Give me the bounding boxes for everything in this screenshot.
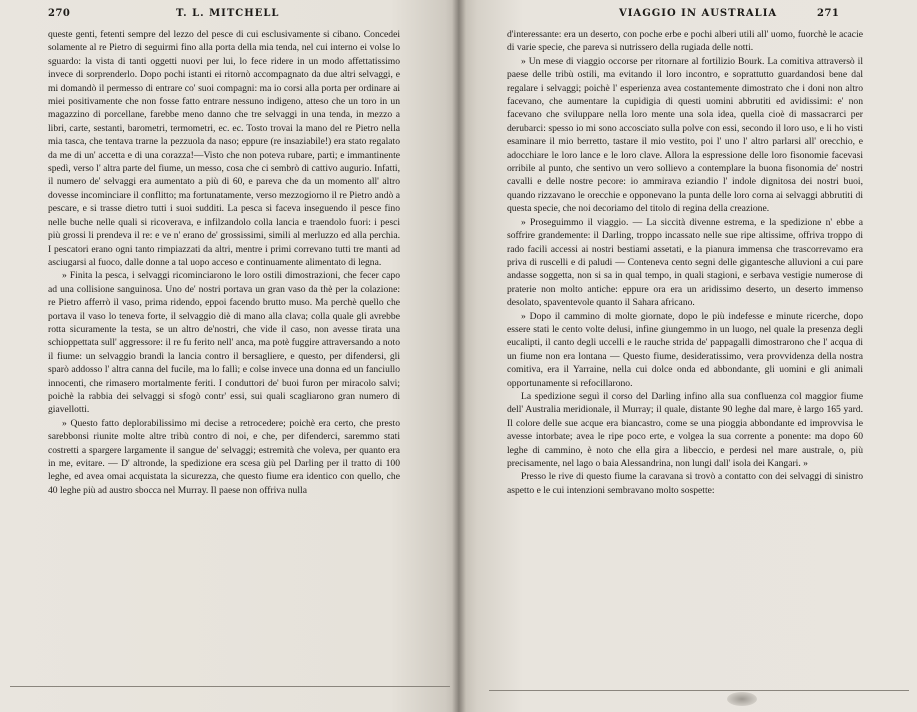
book-gutter (452, 0, 466, 712)
right-paragraph-5: La spedizione seguì il corso del Darling infino alla sua confluenza col maggior fiume dell' Australia meridionale, il Murray; il quale, distante 90 leghe dal mare, è largo 165 yard. Il colore delle sue acque era biancastro, come se una pioggia abbondante ed improvvisa le avesse intorbate; avea le ripe poco erte, e volgea la sua corrente a ponente: ma dopo 60 leghe di cammino, è noto che ella gira a libeccio, e perdesi nel mare australe, o, più precisamente, nel lago o baia Alessandrina, non lungi dall' isola dei Kangari. » (507, 390, 863, 469)
left-running-head: T. L. MITCHELL (176, 8, 280, 19)
right-page-body (507, 28, 863, 497)
right-paragraph-1: d'interessante: era un deserto, con poche erbe e pochi alberi utili all' uomo, fuorchè le acacie di varie specie, che pareva si nutrissero della rugiada delle notti. (507, 29, 863, 54)
right-page-number: 271 (817, 8, 840, 19)
right-paragraph-6: Presso le rive di questo fiume la caravana si trovò a contatto con dei selvaggi di sinistro aspetto e le cui intenzioni sembravano molto sospette: (507, 471, 863, 496)
right-page-edge-line (489, 690, 909, 691)
left-page-number: 270 (48, 8, 71, 19)
left-page-edge-line (10, 686, 450, 687)
right-running-head: VIAGGIO IN AUSTRALIA (619, 8, 778, 19)
ink-smudge (727, 692, 757, 706)
right-paragraph-4: » Dopo il cammino di molte giornate, dopo le più indefesse e minute ricerche, dopo essere stati le cento volte delusi, infine giungemmo in un luogo, nel quale la presenza degli eucalipti, il canto degli uccelli e le rauche strida de' pappagalli dimostrarono che l' acqua di un fiume non era lontana — Questo fiume, desideratissimo, vera provvidenza della nostra comitiva, era il Yarraine, nella cui dolce onda ed abbondante, gli uomini e gli animali opportunamente si refocillarono. (507, 310, 863, 389)
left-paragraph-2: » Finita la pesca, i selvaggi ricominciarono le loro ostili dimostrazioni, che fecer capo ad una collisione sanguinosa. Uno de' nostri portava un gran vaso da thè per la colazione: re Pietro afferrò il vaso, prima ridendo, eppoi facendo brutto muso. Ma perchè quello che portava il vaso lo teneva forte, il selvaggio diè di mano alla clava; colla quale gli avrebbe rotta sicuramente la testa, se un altro de'nostri, che vide il caso, non avesse tirata una schioppettata sull' aggressore: il re fu ferito nell' anca, ma potè fuggire attraversando a noto il fiume: un selvaggio brandì la lancia contro il bersagliere, e questo, per difendersi, gli sparò addosso l' altra canna del fucile, ma lo fallì; e colse invece una donna ed un fanciullo innocenti, che rimasero mortalmente feriti. I conduttori de' buoi furon per miracolo salvi; poichè la rabbia dei selvaggi si sfogò contr' essi, sui quali scagliarono gran numero di giavellotti. (48, 270, 400, 416)
left-page-body (48, 28, 400, 497)
left-paragraph-1: queste genti, fetenti sempre del lezzo del pesce di cui esclusivamente si cibano. Concedei solamente al re Pietro di seguirmi fino alla porta della mia tenda, nel cui interno ei volse lo sguardo: la vista di tanti oggetti nuovi per lui, lo fece ridere in un modo affettatissimo invece di sorprenderlo. Dopo pochi istanti ei ritornò accompagnato da due altri selvaggi, e mi domandò il permesso di entrare co' suoi compagni: ma io corsi alla porta per ordinare ai miei positivamente che non fosse fatto entrare nessuno indigeno, atteso che un toro in un magazzino di porcellane, farebbe meno danno che tre selvaggi in una tenda, in mezzo a libri, carte, sestanti, barometri, termometri, ec. ec. Tosto trovai la mano del re Pietro nella mia tasca, che tentava trarne la pezzuola da naso; eppure (re insaziabile!) era stato regalato da me di un' accetta e di una corazza!—Visto che non poteva rubare, partì; e immantinente spedì, verso l' altra parte del fiume, un messo, cosa che ci sembrò di cattivo augurio. Infatti, il numero de' selvaggi era aumentato a più di 60, e pareva che da un momento all' altro dovesse incominciare il conflitto; ma fortunatamente, verso mezzogiorno il re Pietro andò a pescare, e si trasse dietro tutti i suoi sudditi. La pesca si faceva inseguendo il pesce fino nelle buche nelle quali si ricoverava, e infilzandolo colla lancia e traendolo fuori: i pesci più grossi li prendeva il re: e ve n' erano de' grossissimi, simili al merluzzo ed alla perchia. I pescatori erano ogni tanto rimpiazzati da altri, mentre i primi correvano tutti tre manti ad asciugarsi al fuoco, dalle donne a tal uopo acceso e continuamente alimentato di legna. (48, 29, 400, 268)
right-paragraph-3: » Proseguimmo il viaggio. — La siccità divenne estrema, e la spedizione n' ebbe a soffrire grandemente: il Darling, troppo incassato nelle sue ripe altissime, offriva troppo di rado facili accessi ai nostri bestiami assetati, e la pianura immensa che trascorrevamo era priva di ruscelli e di paludi — Conteneva cento segni delle gigantesche alluvioni a cui pare andasse soggetta, non si sa in qual tempo, in quali stagioni, e serbava vestigie numerose di praterie non molto antiche: eppure ora era un aridissimo deserto, un deserto immenso desolato, spaventevole quanto il Sahara africano. (507, 216, 863, 309)
right-paragraph-2: » Un mese di viaggio occorse per ritornare al fortilizio Bourk. La comitiva attraversò il paese delle tribù ostili, ma evitando il loro incontro, e soprattutto guardandosi bene dal regalare i selvaggi; poichè l' esperienza avea costantemente dimostrato che i doni non altro facevano, che aumentare la cupidigia di questi uomini abbrutiti ed avidissimi: e' non facevano che sviluppare nella loro mente una sola idea, quella cioè di massacrarci per derubarci: spesso io mi sono accosciato sulla polve con essi, secondo il loro uso, e li ho visti esaminare il mio berretto, tastare il mio vestito, poi l' uno l' altro parlarsi all' orecchio, e adocchiare le loro lance e le loro clave. Allora la espressione delle loro fisonomie facevasi orribile al punto, che sentivo un vero sollievo a contemplare la buona fisonomia de' nostri cavalli e delle nostre pecore: io ammirava eziandio l' indole dignitosa dei nostri buoi, quando rizzavano le orecchie e opponevano la punta delle loro corna ai selvaggi abbrutiti di questa specie, che noi decoriamo del titolo di regina della creazione. (507, 55, 863, 215)
left-paragraph-3: » Questo fatto deplorabilissimo mi decise a retrocedere; poichè era certo, che presto sarebbonsi riunite molte altre tribù contro di noi, e che, per difenderci, saremmo stati costretti a spargere largamente il sangue de' selvaggi; estremità che voleva, per quanto era in me, evitare. — D' altronde, la spedizione era scesa giù pel Darling per il tratto di 100 leghe, ed avea omai acquistata la sicurezza, che questo fiume era identico con quello, che 40 leghe più ad austro sbocca nel Murray. Il paese non offriva nulla (48, 417, 400, 496)
right-page (459, 0, 917, 712)
